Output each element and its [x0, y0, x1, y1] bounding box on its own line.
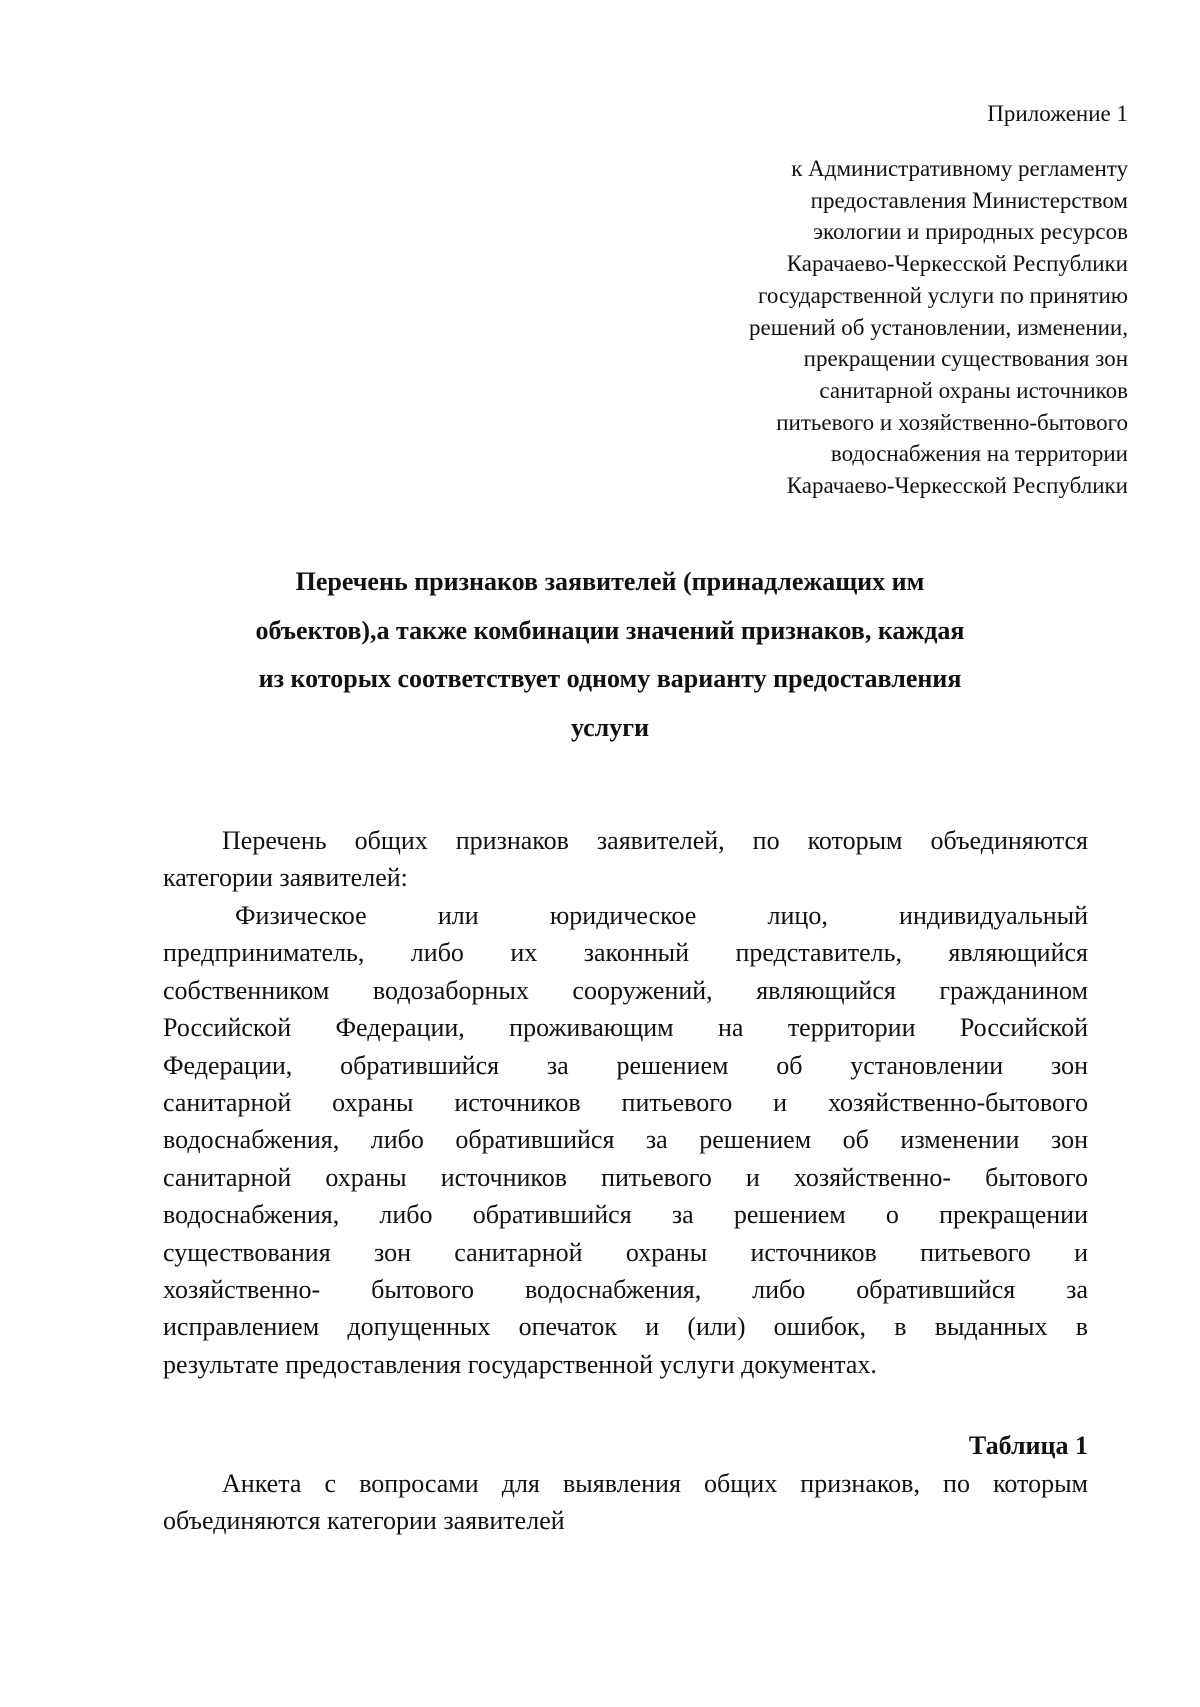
general-criteria-intro [163, 822, 1088, 897]
appendix-line: государственной услуги по принятию [758, 282, 1128, 308]
appendix-line: решений об установлении, изменении, [748, 314, 1128, 340]
paragraph-line: водоснабжения, либо обратившийся за решением об изменении зон [163, 1125, 1088, 1155]
paragraph-line: исправлением допущенных опечаток и (или) ошибок, в выданных в [163, 1312, 1088, 1342]
appendix-line: экологии и природных ресурсов [813, 219, 1128, 245]
title-line: из которых соответствует одному варианту предоставления [258, 664, 962, 693]
paragraph-line: санитарной охраны источников питьевого и хозяйственно- бытового [163, 1162, 1088, 1192]
paragraph-line: Перечень общих признаков заявителей, по которым объединяются [222, 826, 1088, 855]
appendix-line: санитарной охраны источников [819, 377, 1128, 403]
paragraph-line: водоснабжения, либо обратившийся за решением о прекращении [163, 1200, 1088, 1230]
paragraph-line: санитарной охраны источников питьевого и хозяйственно-бытового [163, 1088, 1088, 1118]
appendix-line: Карачаево-Черкесской Республики [786, 473, 1128, 499]
paragraph-line: существования зон санитарной охраны источников питьевого и [163, 1237, 1088, 1267]
paragraph-line: собственником водозаборных сооружений, являющийся гражданином [163, 975, 1088, 1005]
appendix-line: предоставления Министерством [810, 187, 1128, 213]
paragraph-line: объединяются категории заявителей [163, 1506, 565, 1536]
paragraph-line: категории заявителей: [163, 863, 408, 893]
paragraph-line: Федерации, обратившийся за решением об установлении зон [163, 1050, 1088, 1080]
appendix-line: прекращении существования зон [803, 346, 1128, 372]
table-label: Таблица 1 [968, 1431, 1088, 1460]
applicant-description [163, 897, 1088, 1383]
appendix-line: питьевого и хозяйственно-бытового [776, 409, 1128, 435]
appendix-line: водоснабжения на территории [830, 441, 1128, 467]
paragraph-line: Физическое или юридическое лицо, индивидуальный [235, 901, 1088, 930]
title-line: Перечень признаков заявителей (принадлежащих им [295, 567, 925, 596]
document-title [180, 558, 1040, 752]
appendix-label: Приложение 1 [987, 101, 1128, 126]
title-line: услуги [570, 712, 650, 742]
questionnaire-intro [163, 1465, 1088, 1540]
paragraph-line: хозяйственно- бытового водоснабжения, либо обратившийся за [163, 1275, 1088, 1305]
paragraph-line: результате предоставления государственной услуги документах. [163, 1349, 877, 1379]
appendix-reference [528, 153, 1128, 502]
paragraph-line: Анкета с вопросами для выявления общих признаков, по которым [222, 1469, 1088, 1498]
paragraph-line: Российской Федерации, проживающим на территории Российской [163, 1013, 1088, 1043]
appendix-line: Карачаево-Черкесской Республики [786, 251, 1128, 277]
title-line: объектов),а также комбинации значений признаков, каждая [255, 615, 965, 645]
appendix-line: к Административному регламенту [791, 156, 1128, 181]
paragraph-line: предприниматель, либо их законный представитель, являющийся [163, 938, 1088, 968]
